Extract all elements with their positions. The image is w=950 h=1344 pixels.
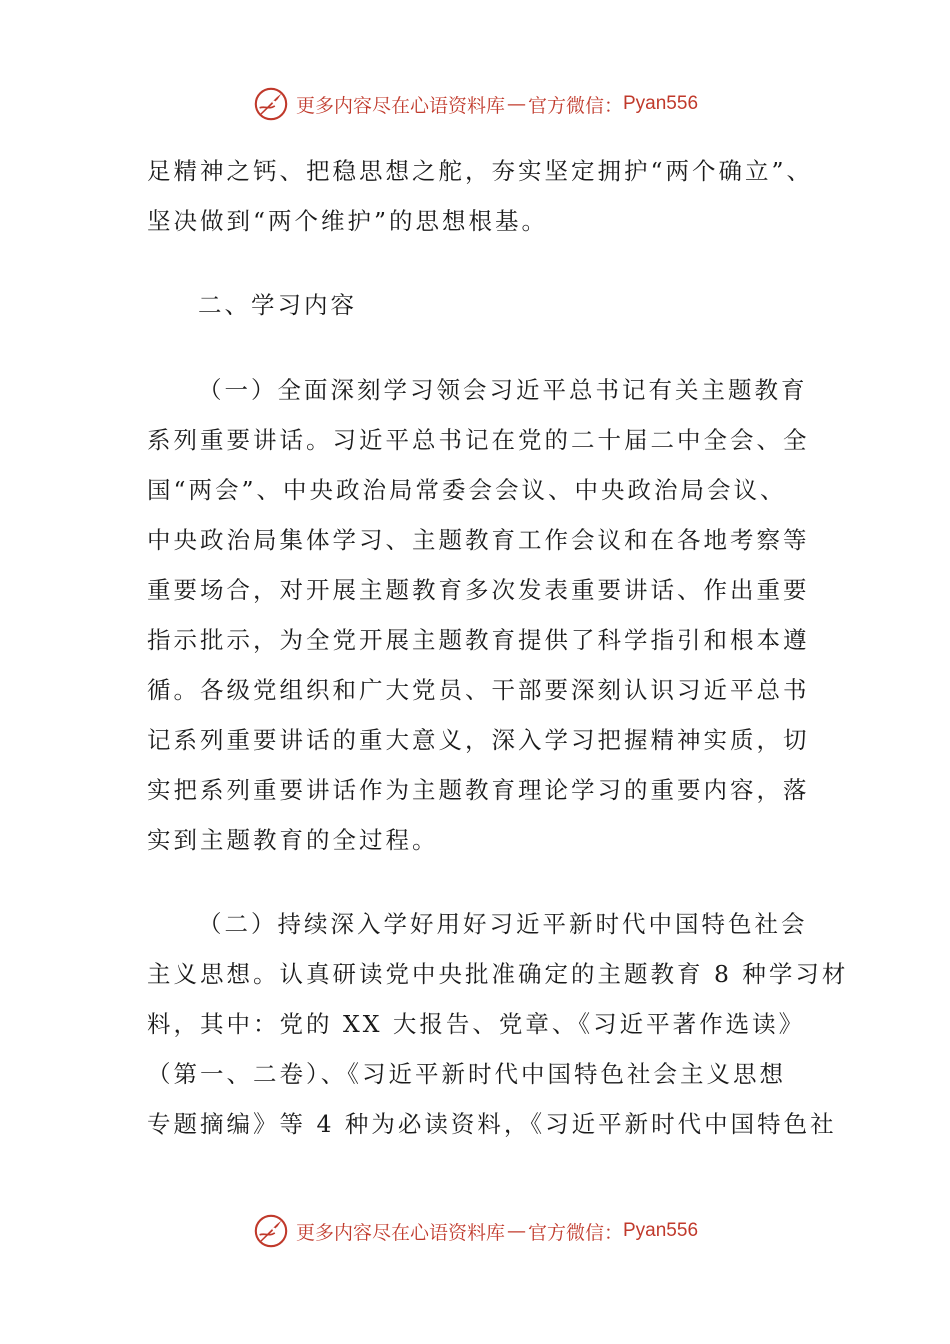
section-heading: 二、学习内容	[198, 291, 357, 319]
body-line: 中央政治局集体学习、主题教育工作会议和在各地考察等	[147, 526, 810, 554]
pen-nib-logo-icon	[252, 1212, 290, 1250]
banner-brand-text: 更多内容尽在心语资料库	[295, 94, 505, 117]
body-line: 循。各级党组织和广大党员、干部要深刻认识习近平总书	[147, 676, 810, 704]
body-line: 足精神之钙、把稳思想之舵，夯实坚定拥护“两个确立”、	[147, 157, 814, 185]
banner-wechat-id: Pyan556	[623, 1220, 699, 1241]
footer-banner	[0, 1211, 950, 1251]
body-line: 指示批示，为全党开展主题教育提供了科学指引和根本遵	[147, 626, 810, 654]
body-line: 国“两会”、中央政治局常委会会议、中央政治局会议、	[147, 476, 787, 504]
banner-wechat-label: 官方微信：	[527, 94, 623, 117]
body-line: （第一、二卷）、《习近平新时代中国特色社会主义思想	[147, 1060, 786, 1088]
banner-wechat-label: 官方微信：	[527, 1221, 623, 1244]
header-banner	[0, 84, 950, 124]
body-line: 实到主题教育的全过程。	[147, 826, 439, 854]
body-line: 料，其中：党的 XX 大报告、党章、《习近平著作选读》	[147, 1010, 806, 1038]
body-line: 重要场合，对开展主题教育多次发表重要讲话、作出重要	[147, 576, 810, 604]
body-line: 专题摘编》等 4 种为必读资料，《习近平新时代中国特色社	[147, 1110, 837, 1138]
banner-wechat-id: Pyan556	[623, 93, 699, 114]
banner-brand-text: 更多内容尽在心语资料库	[295, 1221, 505, 1244]
body-line: 实把系列重要讲话作为主题教育理论学习的重要内容，落	[147, 776, 810, 804]
body-line: （一）全面深刻学习领会习近平总书记有关主题教育	[198, 376, 808, 404]
banner-separator: —	[506, 93, 526, 115]
body-line: 系列重要讲话。习近平总书记在党的二十届二中全会、全	[147, 426, 810, 454]
body-line: 坚决做到“两个维护”的思想根基。	[147, 207, 549, 235]
body-line: 主义思想。认真研读党中央批准确定的主题教育 8 种学习材	[147, 960, 849, 988]
body-line: 记系列重要讲话的重大意义，深入学习把握精神实质，切	[147, 726, 810, 754]
banner-separator: —	[506, 1220, 526, 1242]
body-line: （二）持续深入学好用好习近平新时代中国特色社会	[198, 910, 808, 938]
pen-nib-logo-icon	[252, 85, 290, 123]
